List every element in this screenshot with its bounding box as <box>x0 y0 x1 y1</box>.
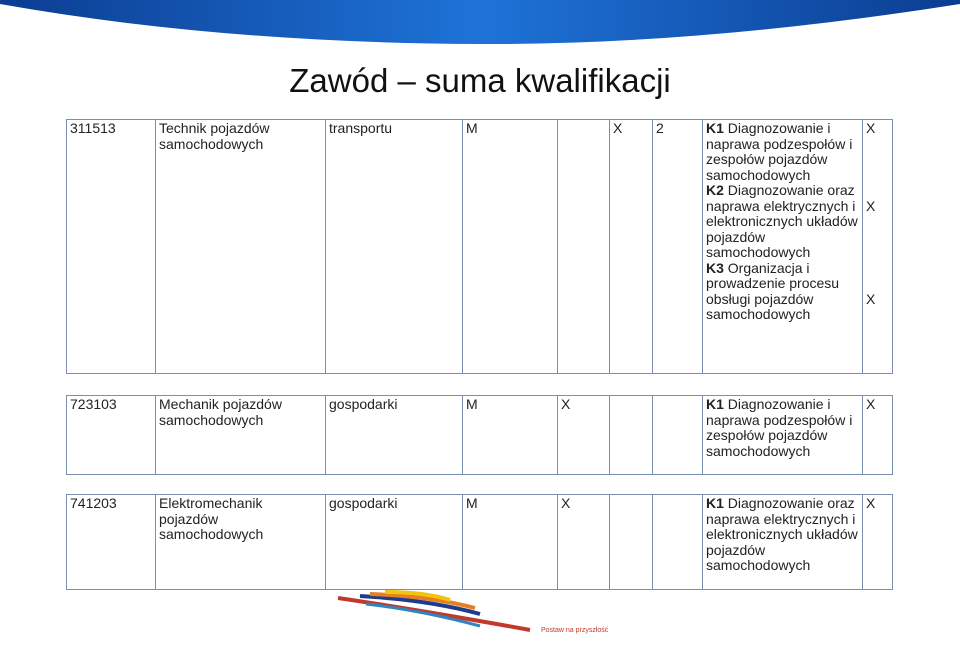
column-2-value <box>610 495 653 590</box>
occupation-code: 723103 <box>67 396 156 475</box>
column-1-value: X <box>558 396 610 475</box>
qualification-table-3 <box>66 494 893 590</box>
occupation-name: Mechanik pojazdów samochodowych <box>156 396 326 475</box>
table-row <box>67 396 893 475</box>
qualifications-cell <box>703 120 863 374</box>
swoosh-logo <box>330 590 540 640</box>
qualification-entry: K1 Diagnozowanie i naprawa podzespołów i zespołów pojazdów samochodowych <box>706 396 853 459</box>
column-1-value <box>558 120 610 374</box>
occupation-level: M <box>463 495 558 590</box>
occupation-level: M <box>463 396 558 475</box>
qualification-entry: K1 Diagnozowanie oraz naprawa elektrycznych i elektronicznych układów pojazdów samochodowych <box>706 495 858 573</box>
qualification-marks-cell <box>863 120 893 374</box>
table-row <box>67 495 893 590</box>
occupation-sector: transportu <box>326 120 463 374</box>
footer-slogan: Postaw na przyszłość <box>541 627 609 634</box>
qualification-mark: X <box>866 120 876 136</box>
column-2-value <box>610 396 653 475</box>
occupation-code: 741203 <box>67 495 156 590</box>
column-1-value: X <box>558 495 610 590</box>
occupation-sector: gospodarki <box>326 396 463 475</box>
qualification-table-1 <box>66 119 893 374</box>
column-3-value <box>653 396 703 475</box>
column-3-value <box>653 495 703 590</box>
occupation-code: 311513 <box>67 120 156 374</box>
qualifications-cell <box>703 396 863 475</box>
occupation-name: Technik pojazdów samochodowych <box>156 120 326 374</box>
qualification-mark: X <box>866 396 876 412</box>
column-2-value: X <box>610 120 653 374</box>
occupation-sector: gospodarki <box>326 495 463 590</box>
qualification-mark: X <box>866 291 876 307</box>
qualification-table-2 <box>66 395 893 475</box>
qualification-entry: K1 Diagnozowanie i naprawa podzespołów i zespołów pojazdów samochodowych <box>706 120 853 183</box>
qualification-entry: K2 Diagnozowanie oraz naprawa elektrycznych i elektronicznych układów pojazdów samochodowych <box>706 182 858 260</box>
occupation-name: Elektromechanik pojazdów samochodowych <box>156 495 326 590</box>
qualifications-cell <box>703 495 863 590</box>
table-row <box>67 120 893 374</box>
page-title: Zawód – suma kwalifikacji <box>289 62 671 99</box>
qualification-entry: K3 Organizacja i prowadzenie procesu obsługi pojazdów samochodowych <box>706 259 840 322</box>
qualification-marks-cell <box>863 495 893 590</box>
column-3-value: 2 <box>653 120 703 374</box>
occupation-level: M <box>463 120 558 374</box>
header-banner <box>0 0 960 60</box>
qualification-mark: X <box>866 197 876 214</box>
qualification-mark: X <box>866 495 876 511</box>
qualification-marks-cell <box>863 396 893 475</box>
